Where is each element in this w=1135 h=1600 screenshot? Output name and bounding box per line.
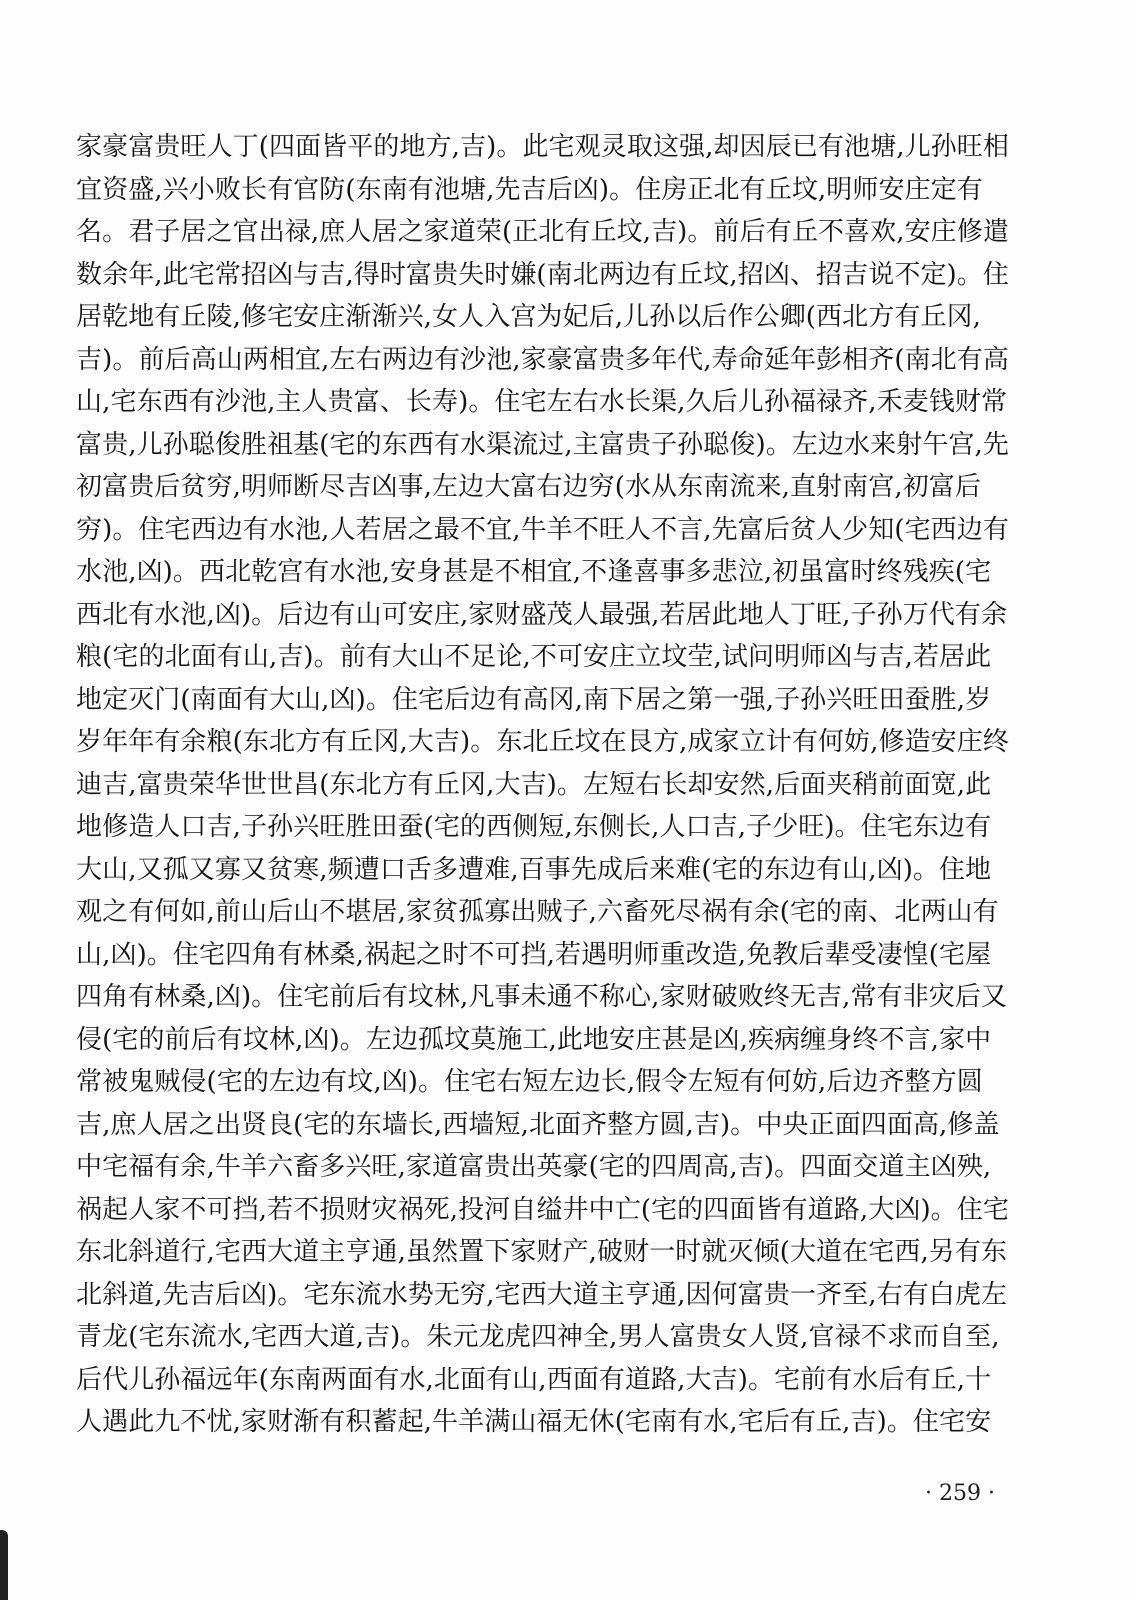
page-number: · 259 · (925, 1481, 995, 1506)
binding-shadow (0, 1530, 8, 1600)
text-line: 粮(宅的北面有山,吉)。前有大山不足论,不可安庄立坟茔,试问明师凶与吉,若居此 (76, 642, 992, 672)
text-line: 吉)。前后高山两相宜,左右两边有沙池,家豪富贵多年代,寿命延年彭相齐(南北有高 (76, 344, 1009, 375)
text-line: 山,凶)。住宅四角有林桑,祸起之时不可挡,若遇明师重改造,免教后辈受凄惶(宅屋 (76, 939, 992, 970)
text-line: 山,宅东西有沙池,主人贵富、长寿)。住宅左右水长渠,久后儿孙福禄齐,禾麦钱财常 (76, 387, 1008, 417)
text-line: 迪吉,富贵荣华世世昌(东北方有丘冈,大吉)。左短右长却安然,后面夹稍前面宽,此 (76, 769, 992, 800)
text-line: 大山,又孤又寡又贫寒,频遭口舌多遭难,百事先成后来难(宅的东边有山,凶)。住地 (76, 854, 992, 885)
text-line: 数余年,此宅常招凶与吉,得时富贵失时嫌(南北两边有丘坟,招凶、招吉说不定)。住 (76, 259, 1009, 290)
text-line: 地修造人口吉,子孙兴旺胜田蚕(宅的西侧短,东侧长,人口吉,子少旺)。住宅东边有 (76, 812, 992, 842)
text-line: 西北有水池,凶)。后边有山可安庄,家财盛茂人最强,若居此地人丁旺,子孙万代有余 (76, 599, 1008, 630)
text-line: 北斜道,先吉后凶)。宅东流水势无穷,宅西大道主亨通,因何富贵一齐至,右有白虎左 (76, 1279, 1008, 1310)
text-line: 祸起人家不可挡,若不损财灾祸死,投河自缢井中亡(宅的四面皆有道路,大凶)。住宅 (76, 1194, 1009, 1225)
text-line: 宜资盛,兴小败长有官防(东南有池塘,先吉后凶)。住房正北有丘坟,明师安庄定有 (76, 174, 983, 205)
text-line: 吉,庶人居之出贤良(宅的东墙长,西墙短,北面齐整方圆,吉)。中央正面四面高,修盖 (76, 1109, 1000, 1140)
text-line: 中宅福有余,牛羊六畜多兴旺,家道富贵出英豪(宅的四周高,吉)。四面交道主凶殃, (76, 1152, 992, 1182)
text-line: 家豪富贵旺人丁(四面皆平的地方,吉)。此宅观灵取这强,却因辰已有池塘,儿孙旺相 (76, 132, 1009, 162)
text-line: 水池,凶)。西北乾宫有水池,安身甚是不相宜,不逢喜事多悲泣,初虽富时终残疾(宅 (76, 557, 992, 587)
text-line: 岁年年有余粮(东北方有丘冈,大吉)。东北丘坟在艮方,成家立计有何妨,修造安庄终 (76, 727, 1009, 757)
text-line: 名。君子居之官出禄,庶人居之家道荣(正北有丘坟,吉)。前后有丘不喜欢,安庄修遣 (76, 217, 1009, 247)
text-line: 富贵,儿孙聪俊胜祖基(宅的东西有水渠流过,主富贵子孙聪俊)。左边水来射午宫,先 (76, 429, 1009, 460)
text-line: 青龙(宅东流水,宅西大道,吉)。朱元龙虎四神全,男人富贵女人贤,官禄不求而自至, (76, 1322, 1000, 1352)
text-line: 初富贵后贫穷,明师断尽吉凶事,左边大富右边穷(水从东南流来,直射南宫,初富后 (76, 472, 982, 502)
body-text (76, 126, 1036, 1444)
text-line: 侵(宅的前后有坟林,凶)。左边孤坟莫施工,此地安庄甚是凶,疾病缠身终不言,家中 (76, 1024, 992, 1055)
text-line: 常被鬼贼侵(宅的左边有坟,凶)。住宅右短左边长,假令左短有何妨,后边齐整方圆 (76, 1067, 983, 1097)
text-line: 观之有何如,前山后山不堪居,家贫孤寡出贼子,六畜死尽祸有余(宅的南、北两山有 (76, 897, 999, 927)
text-line: 东北斜道行,宅西大道主亨通,虽然置下家财产,破财一时就灭倾(大道在宅西,另有东 (76, 1237, 1008, 1267)
text-line: 四角有林桑,凶)。住宅前后有坟林,凡事未通不称心,家财破败终无吉,常有非灾后又 (76, 982, 1008, 1012)
text-line: 后代儿孙福远年(东南两面有水,北面有山,西面有道路,大吉)。宅前有水后有丘,十 (76, 1364, 992, 1395)
text-line: 居乾地有丘陵,修宅安庄渐渐兴,女人入宫为妃后,儿孙以后作公卿(西北方有丘冈, (76, 302, 982, 332)
text-line: 人遇此九不忧,家财渐有积蓄起,牛羊满山福无休(宅南有水,宅后有丘,吉)。住宅安 (76, 1407, 992, 1437)
text-line: 地定灭门(南面有大山,凶)。住宅后边有高冈,南下居之第一强,子孙兴旺田蚕胜,岁 (76, 684, 992, 715)
text-line: 穷)。住宅西边有水池,人若居之最不宜,牛羊不旺人不言,先富后贫人少知(宅西边有 (76, 514, 1009, 545)
